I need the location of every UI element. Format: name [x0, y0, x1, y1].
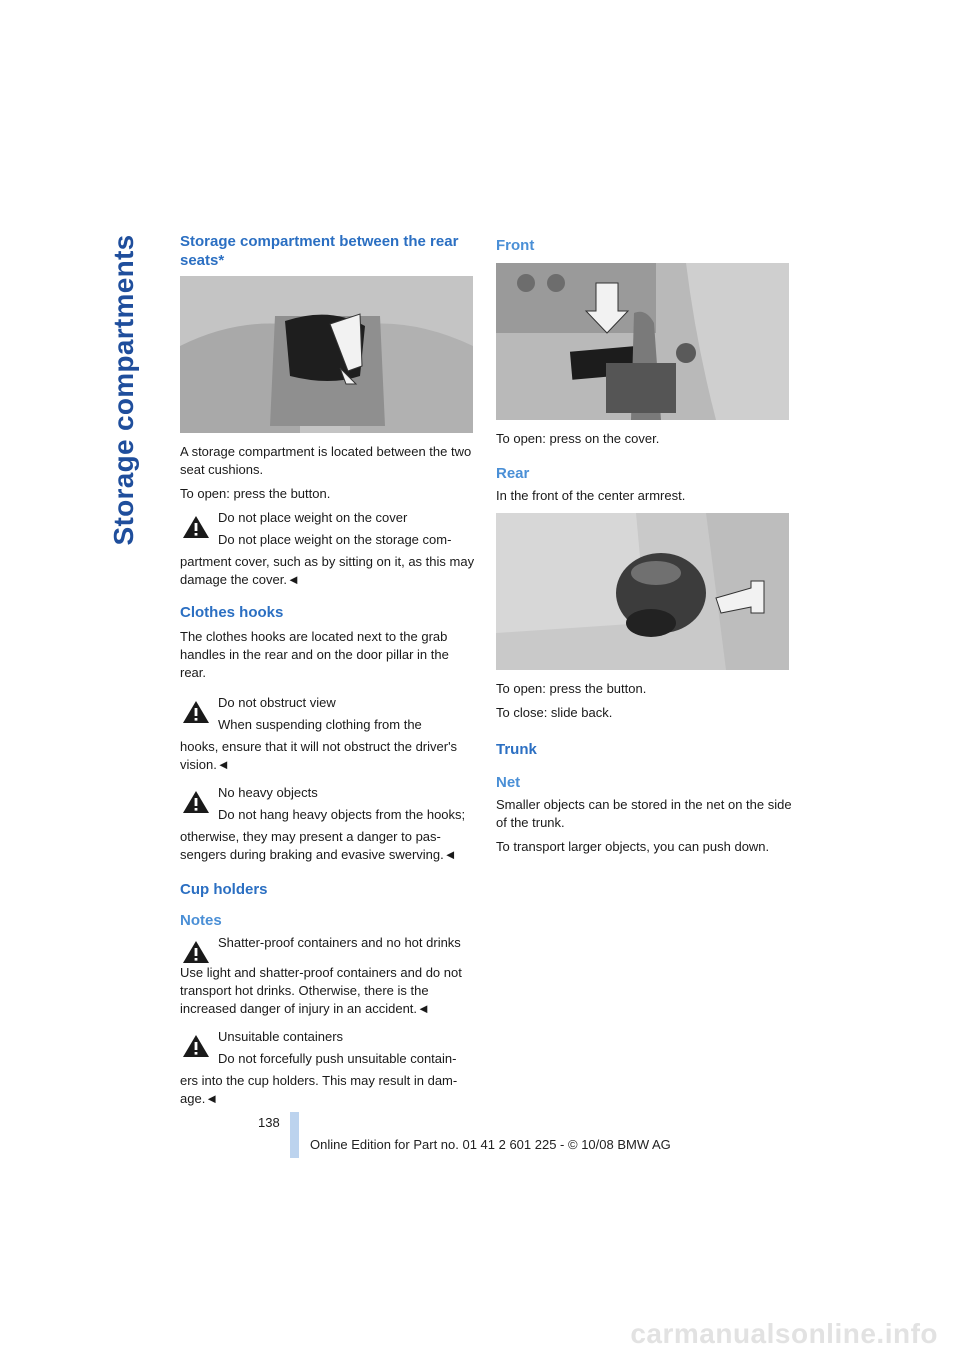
- front-open-instruction: To open: press on the cover.: [496, 431, 660, 446]
- warning-obstruct-view: [180, 694, 476, 774]
- rear-storage-open-instruction: To open: press the button.: [180, 486, 331, 501]
- warning-cover-weight: [180, 509, 476, 589]
- warning-triangle-icon: [182, 1034, 210, 1058]
- heading-cup-holders: Cup holders: [180, 881, 268, 898]
- warning-text: ers into the cup holders. This may result in dam-age.◄: [180, 1073, 458, 1106]
- warning-unsuitable-containers: [180, 1028, 476, 1108]
- heading-trunk: Trunk: [496, 741, 537, 758]
- warning-line: Do not forcefully push unsuitable contain-: [218, 1051, 457, 1066]
- warning-line: Do not place weight on the storage com-: [218, 532, 452, 547]
- warning-line: When suspending clothing from the: [218, 717, 422, 732]
- page-number: 138: [258, 1115, 280, 1130]
- warning-triangle-icon: [182, 515, 210, 539]
- warning-text: Use light and shatter-proof containers and do not transport hot drinks. Otherwise, there is the increased danger of injury in an accident.◄: [180, 965, 462, 1016]
- rear-cup-holder-figure: [496, 513, 789, 670]
- subheading-rear: Rear: [496, 465, 530, 482]
- watermark: carmanualsonline.info: [630, 1318, 938, 1349]
- warning-text: hooks, ensure that it will not obstruct the driver's vision.◄: [180, 739, 458, 772]
- warning-text: partment cover, such as by sitting on it, as this may damage the cover.◄: [180, 554, 475, 587]
- warning-title: No heavy objects: [218, 785, 318, 800]
- right-column: [496, 236, 792, 862]
- subheading-net: Net: [496, 774, 521, 791]
- warning-triangle-icon: [182, 790, 210, 814]
- warning-line: Do not hang heavy objects from the hooks;: [218, 807, 466, 822]
- rear-storage-description: A storage compartment is located between the two seat cushions.: [180, 444, 472, 477]
- warning-title: Unsuitable containers: [218, 1029, 344, 1044]
- rear-open-instruction: To open: press the button.: [496, 681, 647, 696]
- clothes-hooks-description: The clothes hooks are located next to the grab handles in the rear and on the door pillar in the rear.: [180, 629, 449, 680]
- left-column: [180, 232, 476, 1118]
- warning-text: otherwise, they may present a danger to pas-sengers during braking and evasive swerving.◄: [180, 829, 457, 862]
- subheading-notes: Notes: [180, 912, 222, 929]
- heading-rear-seat-storage: Storage compartment between the rear seats*: [180, 233, 459, 269]
- warning-title: Shatter-proof containers and no hot drinks: [218, 935, 461, 950]
- warning-heavy-objects: [180, 784, 476, 864]
- subheading-front: Front: [496, 237, 535, 254]
- heading-clothes-hooks: Clothes hooks: [180, 604, 284, 621]
- warning-triangle-icon: [182, 940, 210, 964]
- rear-seat-storage-figure: [180, 276, 473, 433]
- warning-title: Do not place weight on the cover: [218, 510, 408, 525]
- front-storage-figure: [496, 263, 789, 420]
- side-section-title: Storage compartments: [108, 234, 139, 546]
- net-description: Smaller objects can be stored in the net on the side of the trunk.: [496, 797, 792, 830]
- footer-accent-bar: [290, 1112, 299, 1158]
- warning-triangle-icon: [182, 700, 210, 724]
- rear-close-instruction: To close: slide back.: [496, 705, 613, 720]
- rear-location: In the front of the center armrest.: [496, 488, 686, 503]
- warning-shatter-proof: [180, 934, 476, 1018]
- edition-note: Online Edition for Part no. 01 41 2 601 225 - © 10/08 BMW AG: [310, 1137, 671, 1152]
- warning-title: Do not obstruct view: [218, 695, 336, 710]
- net-push-down: To transport larger objects, you can push down.: [496, 839, 770, 854]
